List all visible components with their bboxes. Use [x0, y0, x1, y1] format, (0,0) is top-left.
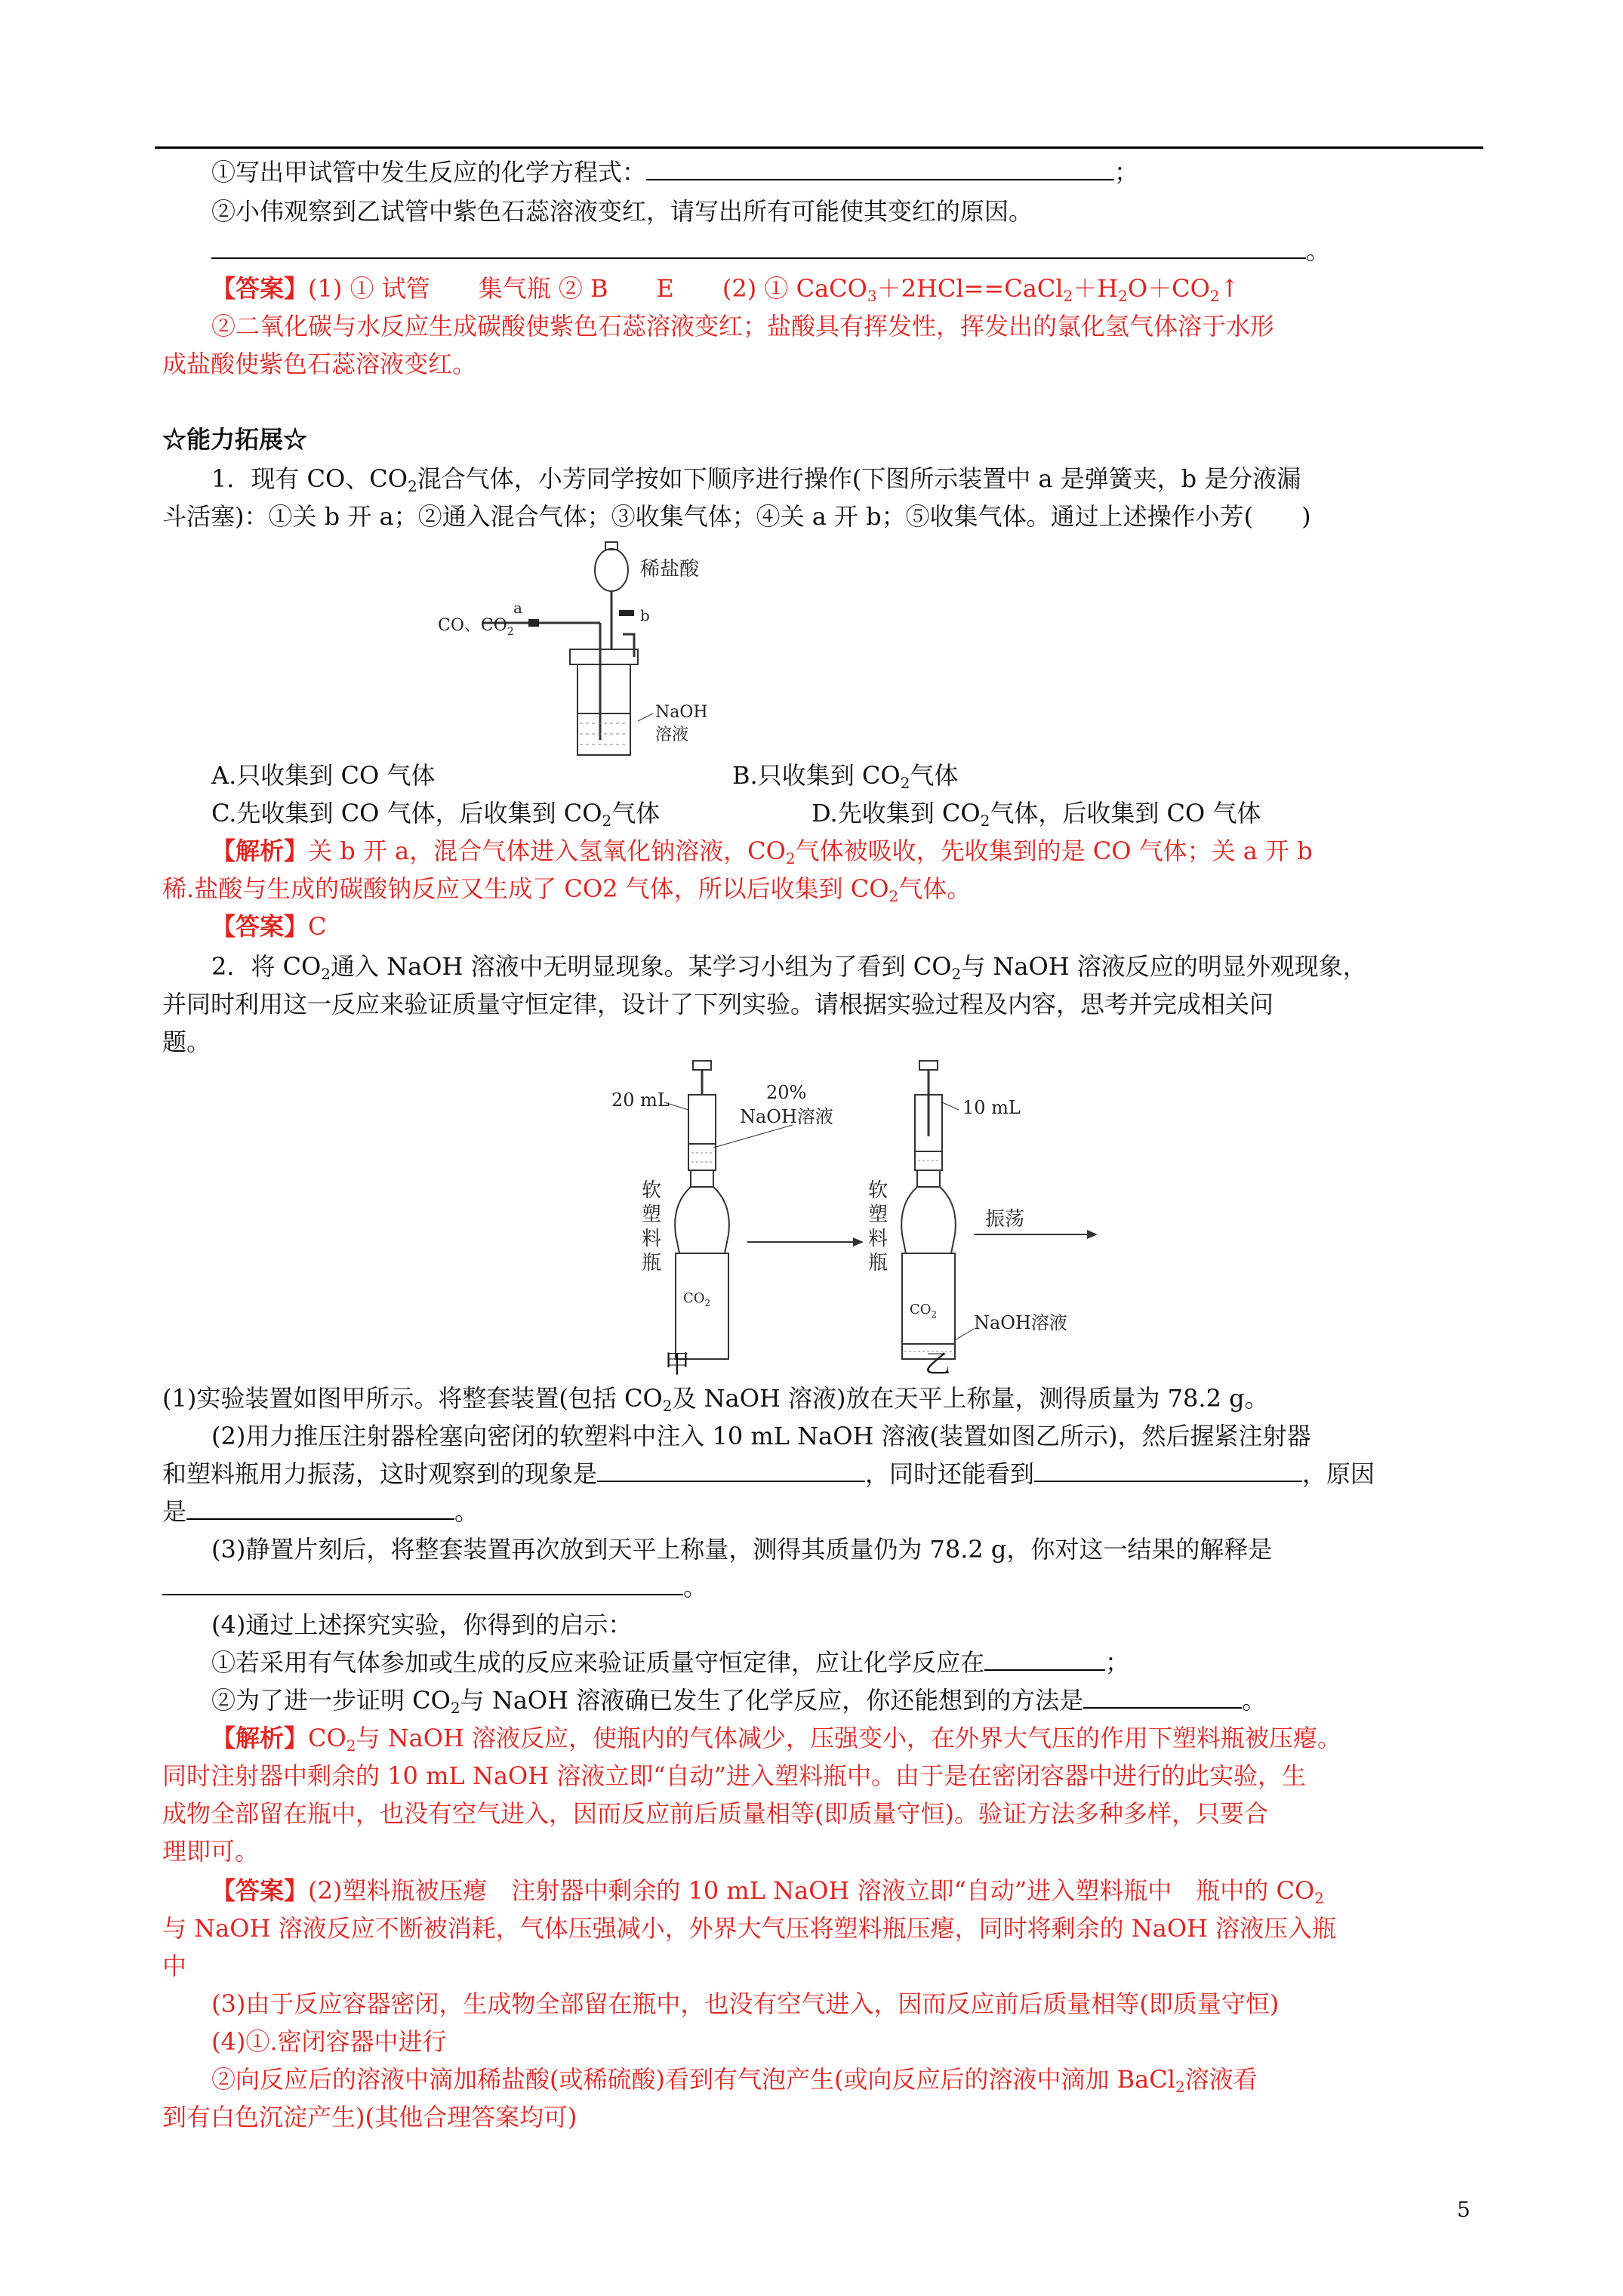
problem-2-line: 并同时利用这一反应来验证质量守恒定律，设计了下列实验。请根据实验过程及内容，思考并完成相关问	[162, 990, 1274, 1019]
co2-label: $CO_2$	[910, 1302, 938, 1320]
analysis-text: 稀.盐酸与生成的碳酸钠反应又生成了 CO2 气体，所以后收集到 CO	[162, 874, 889, 903]
answer-line	[211, 910, 327, 943]
solution-label: 溶液	[655, 726, 689, 744]
answer-tag: 【答案】	[211, 912, 309, 941]
answer-text: ②向反应后的溶液中滴加稀盐酸(或稀硫酸)看到有气泡产生(或向反应后的溶液中滴加 BaCl	[211, 2065, 1175, 2094]
subquestion-2	[162, 1457, 1375, 1490]
answer-line	[211, 2063, 1258, 2096]
answer-text: 溶液看	[1184, 2065, 1258, 2094]
subquestion-3: (3)静置片刻后，将整套装置再次放到天平上称量，测得其质量仍为 78.2 g，你对这一结果的解释是	[211, 1535, 1273, 1564]
volume-20ml-label: 20 mL	[611, 1089, 670, 1111]
answer-blank	[1034, 1459, 1302, 1482]
answer-blank	[646, 158, 1114, 180]
gas-separation-apparatus-figure	[438, 536, 755, 763]
subscript: 2	[888, 887, 899, 905]
subscript: 2	[1118, 287, 1128, 305]
analysis-text: 气体被吸收，先收集到的是 CO 气体；关 a 开 b	[795, 837, 1313, 865]
subquestion-4a	[211, 1646, 1129, 1679]
problem-text: 1．现有 CO、CO	[211, 464, 408, 493]
problem-text: 斗活塞)：①关 b 开 a；②通入混合气体；③收集气体；④关 a 开 b；⑤收集气体。通过上述操作小芳( )	[162, 502, 1311, 531]
clamp-a-label: a	[513, 599, 522, 617]
co2-label: $CO_2$	[683, 1290, 711, 1308]
answer-line	[211, 1874, 1324, 1907]
answer-text: ＋H	[1073, 274, 1119, 303]
analysis-text: 与 NaOH 溶液反应，使瓶内的气体减少，压强变小，在外界大气压的作用下塑料瓶被压瘪。	[356, 1724, 1342, 1752]
answer-blank	[186, 1497, 454, 1520]
subscript: 2	[1314, 1889, 1324, 1907]
subscript: 2	[662, 1397, 673, 1415]
syringe-bottle-experiment-figure	[604, 1053, 1102, 1370]
naoh-percent-label: 20%	[766, 1082, 807, 1103]
option-d	[812, 797, 1261, 830]
problem-2-line	[211, 950, 1367, 983]
naoh-solution-label: NaOH溶液	[974, 1312, 1067, 1333]
answer-text: ＋2HCl==CaCl	[876, 274, 1064, 303]
page-number: 5	[1457, 2197, 1471, 2222]
option-text: B.只收集到 CO	[732, 761, 901, 790]
subscript: 2	[346, 1737, 356, 1755]
analysis-line: 成物全部留在瓶中，也没有空气进入，因而反应前后质量相等(即质量守恒)。验证方法多种多样，只要合	[162, 1799, 1268, 1828]
problem-2-line: 题。	[162, 1028, 211, 1056]
answer-blank	[1083, 1686, 1242, 1709]
analysis-tag: 【解析】	[211, 1724, 309, 1752]
question-text: 。	[454, 1497, 479, 1526]
question-text: ②小伟观察到乙试管中紫色石蕊溶液变红，请写出所有可能使其变红的原因。	[211, 197, 1033, 226]
question-text: 及 NaOH 溶液)放在天平上称量，测得质量为 78.2 g。	[672, 1384, 1269, 1413]
analysis-text: 气体。	[898, 874, 972, 903]
answer-line: (4)①.密闭容器中进行	[211, 2027, 447, 2056]
option-text: 气体，后收集到 CO 气体	[990, 799, 1261, 827]
question-text: ①写出甲试管中发生反应的化学方程式：	[211, 158, 647, 186]
analysis-text: 关 b 开 a，混合气体进入氢氧化钠溶液，CO	[308, 837, 786, 865]
question-text: ，同时还能看到	[865, 1459, 1035, 1488]
answer-blank	[162, 1573, 683, 1595]
stopcock-b-label: b	[640, 606, 650, 624]
question-text: ②为了进一步证明 CO	[211, 1686, 451, 1715]
problem-1-line	[162, 500, 1311, 533]
gas-label: CO、$CO_2$	[438, 616, 514, 638]
answer-line	[211, 310, 1274, 343]
subquestion-4: (4)通过上述探究实验，你得到的启示：	[211, 1610, 633, 1639]
answer-text: (2)塑料瓶被压瘪 注射器中剩余的 10 mL NaOH 溶液立即“自动”进入塑料瓶中 瓶中的 CO	[308, 1876, 1315, 1905]
problem-text: 2．将 CO	[211, 952, 322, 981]
option-text: 气体	[910, 761, 959, 790]
subscript: 2	[1209, 287, 1220, 305]
subscript: 3	[867, 287, 877, 305]
bottle-label-char: 塑	[642, 1203, 662, 1226]
answer-blank	[984, 1648, 1105, 1671]
acid-label: 稀盐酸	[640, 558, 700, 581]
option-c	[211, 797, 660, 830]
subscript: 2	[407, 477, 417, 495]
subscript: 2	[951, 965, 962, 983]
subscript: 2	[321, 965, 331, 983]
option-b	[732, 759, 958, 792]
answer-line	[211, 272, 1240, 305]
answer-text: O＋CO	[1127, 274, 1210, 303]
subquestion-4b	[211, 1684, 1266, 1717]
option-a: A.只收集到 CO 气体	[211, 761, 436, 790]
analysis-tag: 【解析】	[211, 837, 309, 865]
question-text: 与 NaOH 溶液确已发生了化学反应，你还能想到的方法是	[460, 1686, 1084, 1715]
analysis-line: 理即可。	[162, 1837, 260, 1866]
answer-text: (1) ① 试管 集气瓶 ② B E (2) ① CaCO	[308, 274, 867, 303]
question-line	[211, 195, 1033, 228]
answer-text: ②二氧化碳与水反应生成碳酸使紫色石蕊溶液变红；盐酸具有挥发性，挥发出的氯化氢气体溶于水形	[211, 312, 1275, 341]
question-text: 和塑料瓶用力振荡，这时观察到的现象是	[162, 1459, 598, 1488]
bottle-label-char: 料	[642, 1228, 662, 1250]
figure-yi-label: 乙	[925, 1349, 950, 1379]
answer-line: 到有白色沉淀产生)(其他合理答案均可)	[162, 2103, 577, 2131]
answer-blank	[211, 236, 1306, 259]
problem-1-line	[211, 462, 1301, 495]
question-text: 是	[162, 1497, 187, 1526]
problem-text: 通入 NaOH 溶液中无明显现象。某学习小组为了看到 CO	[331, 952, 952, 981]
bottle-label-char: 料	[868, 1228, 888, 1250]
analysis-line	[211, 1721, 1341, 1755]
answer-text: C	[308, 912, 327, 941]
volume-10ml-label: 10 mL	[962, 1097, 1021, 1118]
subquestion-3	[162, 1570, 707, 1604]
bottle-label-char: 塑	[868, 1203, 888, 1226]
question-text: (1)实验装置如图甲所示。将整套装置(包括 CO	[162, 1384, 663, 1413]
subscript: 2	[1175, 2078, 1185, 2096]
naoh-solution-label: NaOH溶液	[740, 1106, 833, 1127]
shake-label: 振荡	[985, 1208, 1025, 1231]
problem-text: 与 NaOH 溶液反应的明显外观现象，	[961, 952, 1367, 981]
header-rule	[155, 146, 1483, 149]
answer-line: 与 NaOH 溶液反应不断被消耗，气体压强减小，外界大气压将塑料瓶压瘪，同时将剩余的 NaOH 溶液压入瓶	[162, 1914, 1337, 1943]
answer-text: 成盐酸使紫色石蕊溶液变红。	[162, 350, 477, 378]
subscript: 2	[785, 849, 796, 868]
subscript: 2	[450, 1699, 460, 1717]
question-text: 。	[683, 1573, 708, 1601]
option-text: 气体	[611, 799, 661, 827]
answer-line: (3)由于反应容器密闭，生成物全部留在瓶中，也没有空气进入，因而反应前后质量相等(即质量守恒)	[211, 1989, 1280, 2018]
subquestion-2: (2)用力推压注射器栓塞向密闭的软塑料中注入 10 mL NaOH 溶液(装置如图乙所示)，然后握紧注射器	[211, 1422, 1311, 1450]
answer-blank	[597, 1459, 865, 1482]
analysis-text: CO	[308, 1724, 346, 1752]
bottle-label-char: 瓶	[868, 1252, 888, 1274]
naoh-label: NaOH	[655, 703, 708, 722]
subscript: 2	[602, 812, 612, 830]
answer-tag: 【答案】	[211, 274, 309, 303]
punct: ；	[1114, 158, 1139, 186]
answer-tag: 【答案】	[211, 1876, 309, 1905]
question-line	[211, 156, 1138, 189]
question-text: ；	[1105, 1648, 1130, 1677]
bottle-label-char: 瓶	[642, 1252, 662, 1274]
question-text: 。	[1242, 1686, 1267, 1715]
question-text: ①若采用有气体参加或生成的反应来验证质量守恒定律，应让化学反应在	[211, 1648, 985, 1677]
bottle-label-char: 软	[642, 1179, 662, 1202]
question-text: ，原因	[1302, 1459, 1375, 1488]
analysis-line	[162, 872, 971, 905]
analysis-line: 同时注射器中剩余的 10 mL NaOH 溶液立即“自动”进入塑料瓶中。由于是在密闭容器中进行的此实验，生	[162, 1761, 1306, 1790]
subscript: 2	[980, 812, 990, 830]
subquestion-1	[162, 1382, 1269, 1415]
option-text: D.先收集到 CO	[812, 799, 981, 827]
analysis-line	[211, 834, 1313, 868]
problem-text: 混合气体，小芳同学按如下顺序进行操作(下图所示装置中 a 是弹簧夹，b 是分液漏	[417, 464, 1301, 493]
answer-line: 中	[162, 1952, 187, 1980]
subscript: 2	[900, 774, 910, 792]
answer-line	[162, 347, 476, 381]
subquestion-2	[162, 1495, 479, 1528]
answer-line	[211, 234, 1330, 267]
punct: 。	[1306, 236, 1331, 265]
subscript: 2	[1063, 287, 1073, 305]
bottle-label-char: 软	[868, 1179, 888, 1202]
section-title: ☆能力拓展☆	[162, 425, 308, 454]
figure-jia-label: 甲	[664, 1349, 690, 1379]
answer-text: ↑	[1219, 274, 1240, 303]
option-text: C.先收集到 CO 气体，后收集到 CO	[211, 799, 602, 827]
